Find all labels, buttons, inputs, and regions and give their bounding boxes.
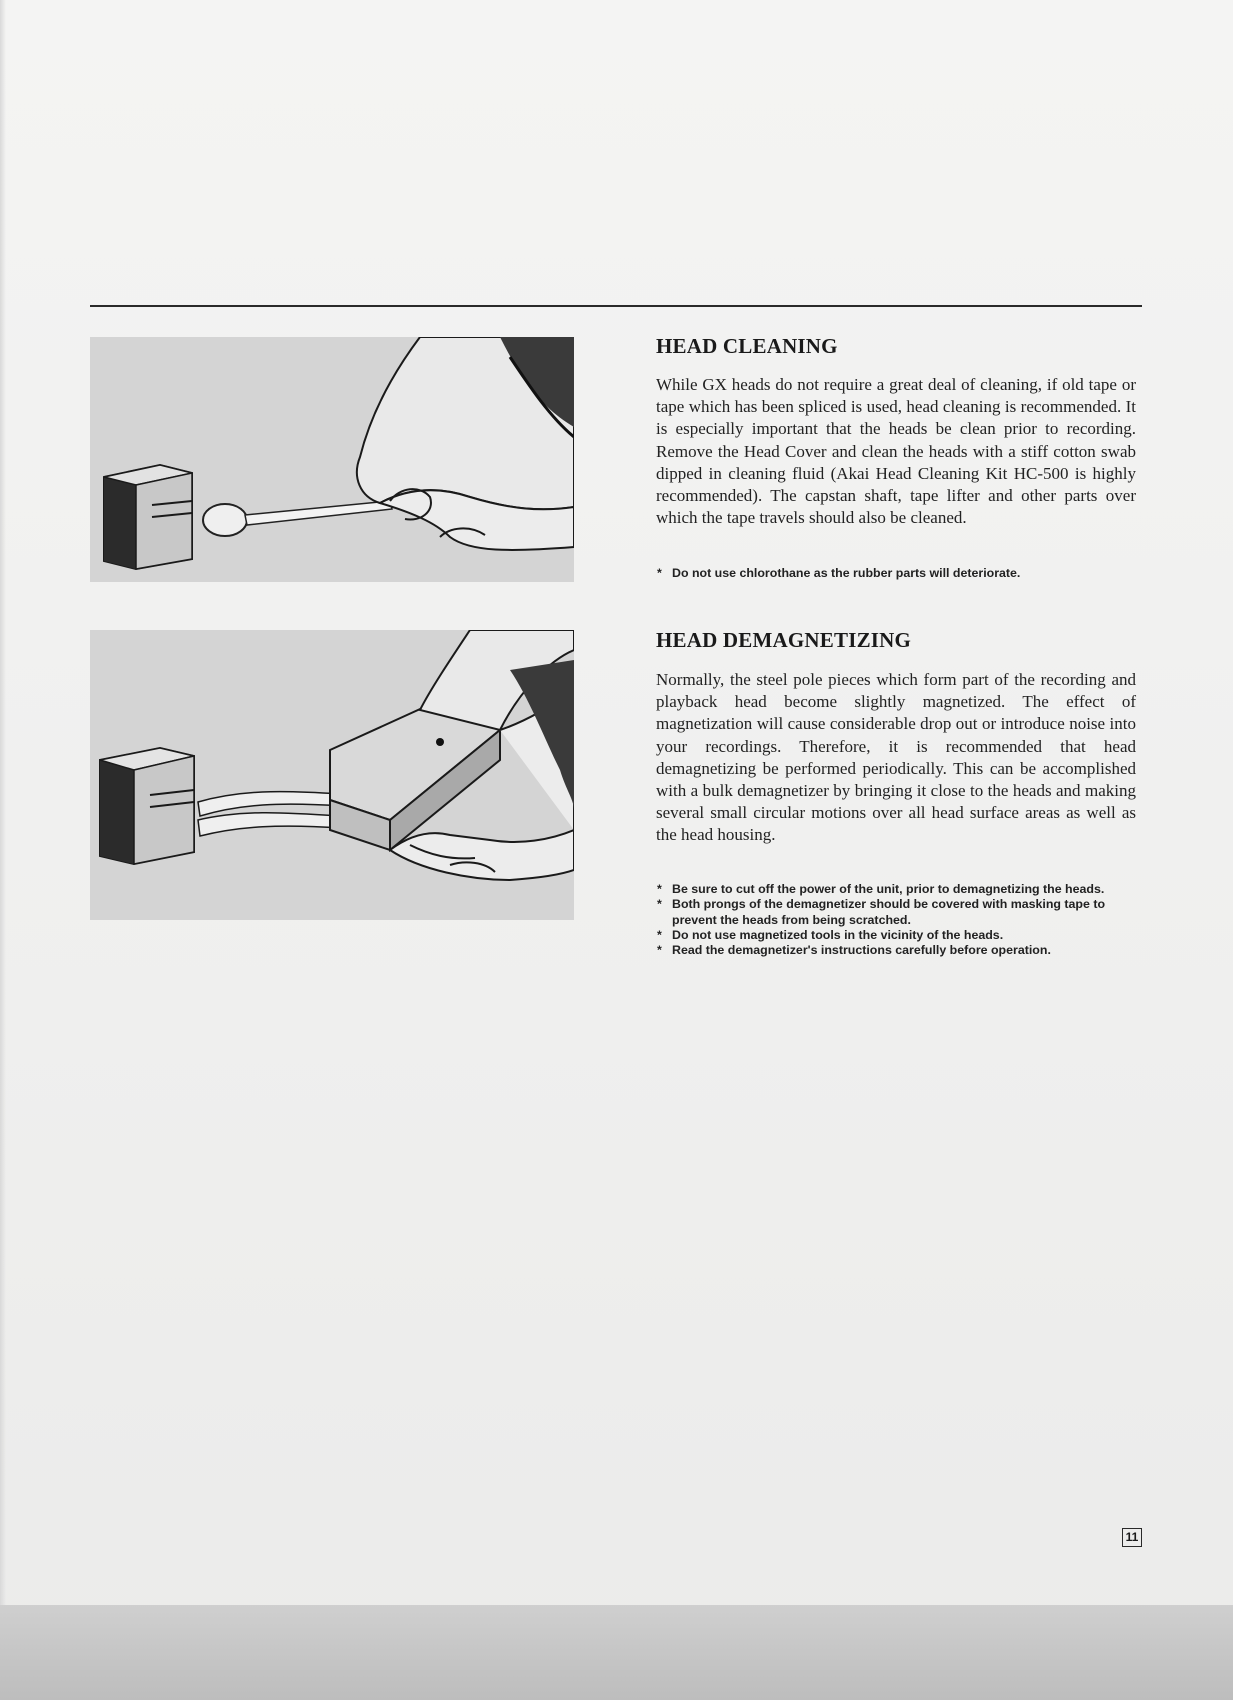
page-edge-shadow [0, 0, 6, 1700]
head-demagnetizing-illustration [90, 630, 574, 920]
note-item: * Be sure to cut off the power of the unit, prior to demagnetizing the heads. [656, 882, 1138, 897]
note-item: * Both prongs of the demagnetizer should be covered with masking tape to prevent the heads from being scratched. [656, 897, 1138, 928]
head-demagnetizing-notes [656, 882, 1138, 958]
page-number: 11 [1122, 1528, 1142, 1547]
note-item: * Do not use magnetized tools in the vicinity of the heads. [656, 928, 1138, 943]
head-cleaning-notes [656, 566, 1138, 581]
head-demagnetizing-body: Normally, the steel pole pieces which form part of the recording and playback head become slightly magnetized. The effect of magnetization will cause considerable drop out or introduce noise into your recordings. Therefore, it is recommended that head demagnetizing be performed periodically. This can be accomplished with a bulk demagnetizer by bringing it close to the heads and making several small circular motions over all head surface areas as well as the head housing. [656, 670, 1136, 845]
head-cleaning-heading: HEAD CLEANING [656, 334, 838, 358]
head-demagnetizing-heading: HEAD DEMAGNETIZING [656, 628, 912, 652]
swab-cleaning-drawing [90, 337, 574, 582]
note-item: * Read the demagnetizer's instructions carefully before operation. [656, 943, 1138, 958]
head-cleaning-body: While GX heads do not require a great deal of cleaning, if old tape or tape which has been spliced is used, head cleaning is recommended. It is especially important that the heads be clean prior to recording. Remove the Head Cover and clean the heads with a stiff cotton swab dipped in cleaning fluid (Akai Head Cleaning Kit HC-500 is highly recommended). The capstan shaft, tape lifter and other parts over which the tape travels should also be cleaned. [656, 375, 1136, 528]
scan-bottom-strip [0, 1605, 1233, 1700]
tape-head-block [100, 748, 194, 864]
top-horizontal-rule [90, 305, 1142, 307]
tape-head-block [104, 465, 192, 569]
note-item: * Do not use chlorothane as the rubber parts will deteriorate. [656, 566, 1138, 581]
head-cleaning-illustration [90, 337, 574, 582]
demagnetizer-drawing [90, 630, 574, 920]
